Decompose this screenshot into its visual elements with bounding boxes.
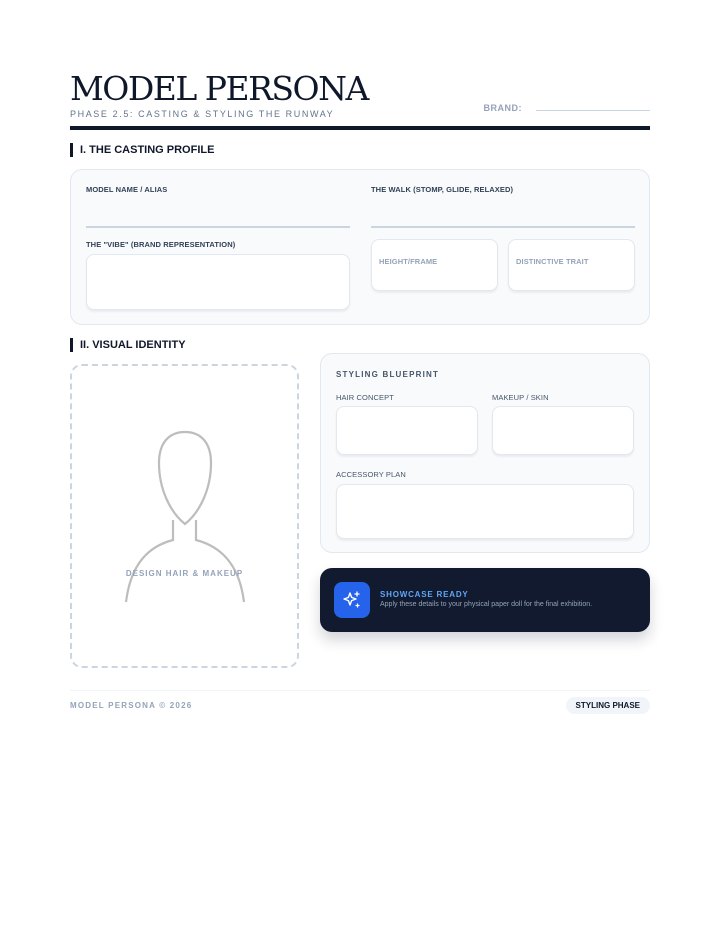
footer-copyright: MODEL PERSONA © 2026 [70,701,193,710]
section-casting-label: I. THE CASTING PROFILE [80,144,215,156]
banner-description: Apply these details to your physical paper doll for the final exhibition. [380,601,593,608]
section-visual-label: II. VISUAL IDENTITY [80,339,186,351]
walk-input[interactable] [371,226,635,228]
figure-silhouette-icon [72,366,297,666]
header-divider [70,126,650,130]
makeup-skin-input[interactable] [492,406,634,455]
hair-concept-input[interactable] [336,406,478,455]
page-title: MODEL PERSONA [70,69,368,108]
section-visual-title [70,338,186,352]
sparkles-glyph [342,590,362,610]
makeup-skin-label: MAKEUP / SKIN [492,393,549,402]
blueprint-title: STYLING BLUEPRINT [336,370,440,379]
distinctive-trait-box[interactable] [508,239,635,291]
showcase-banner [320,568,650,632]
page-header [70,70,650,119]
brand-input-line[interactable] [536,110,650,111]
photo-caption: DESIGN HAIR & MAKEUP [125,569,244,578]
brand-label: BRAND: [483,103,522,113]
height-frame-label: HEIGHT/FRAME [379,257,438,266]
vibe-label: THE "VIBE" (BRAND REPRESENTATION) [86,240,236,249]
distinctive-trait-label: DISTINCTIVE TRAIT [516,257,589,266]
section-casting-title [70,143,214,157]
accessory-plan-label: ACCESSORY PLAN [336,470,406,479]
vibe-input[interactable] [86,254,350,310]
model-name-input[interactable] [86,226,350,228]
sparkles-icon [334,582,370,618]
page-subtitle: PHASE 2.5: CASTING & STYLING THE RUNWAY [70,109,335,119]
section-marker [70,338,73,352]
brand-field [484,103,651,113]
doll-design-area[interactable] [70,364,299,668]
height-frame-box[interactable] [371,239,498,291]
model-name-label: MODEL NAME / ALIAS [86,185,168,194]
section-marker [70,143,73,157]
hair-concept-label: HAIR CONCEPT [336,393,394,402]
footer-divider [70,690,650,691]
accessory-plan-input[interactable] [336,484,634,539]
walk-label: THE WALK (STOMP, GLIDE, RELAXED) [371,185,514,194]
banner-title: SHOWCASE READY [380,590,469,599]
phase-badge: STYLING PHASE [566,697,650,714]
casting-profile-card [70,169,650,325]
styling-blueprint-card [320,353,650,553]
